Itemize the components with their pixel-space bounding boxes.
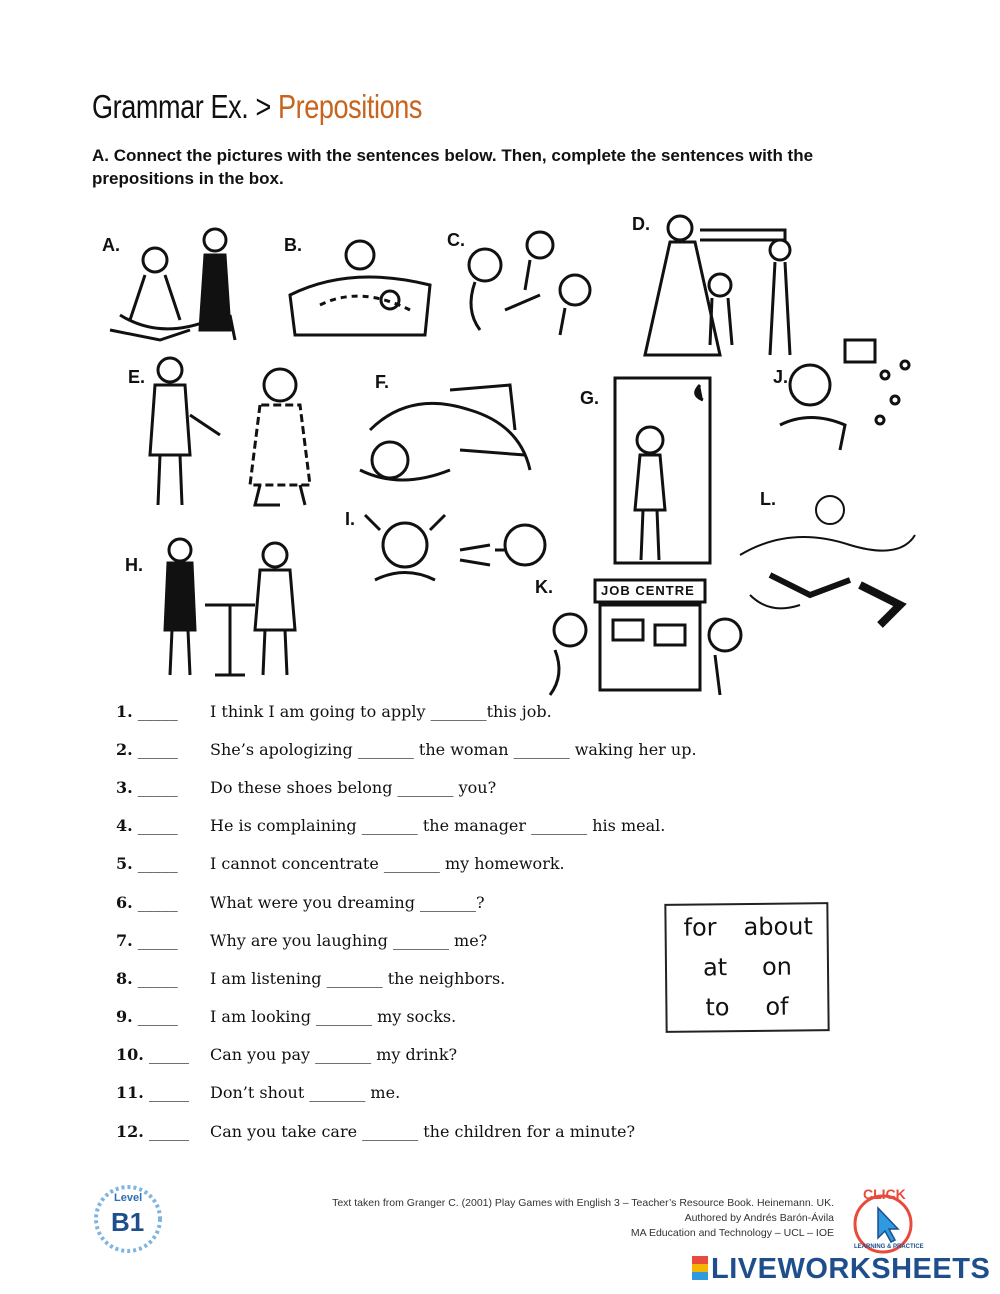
word-box-item: about [743,912,813,942]
list-item [116,702,552,724]
credit-author: Authored by Andrés Barón-Ávila [684,1212,834,1224]
word-box-item: to [705,993,730,1022]
answer-blank[interactable]: _____ [137,1007,178,1026]
sentence-text: Do these shoes belong _______ you? [210,778,497,797]
level-word: Level [114,1192,143,1204]
title-topic: Prepositions [277,88,422,125]
answer-blank[interactable]: _____ [137,854,178,873]
sentence-text: Why are you laughing _______ me? [210,931,488,950]
answer-blank[interactable]: _____ [137,702,178,721]
picture-label: G. [580,388,600,408]
answer-blank[interactable]: _____ [137,893,178,912]
picture-label: A. [102,235,120,255]
picture-label: H. [125,555,143,575]
sentence-text: Can you take care _______ the children for a minute? [210,1122,636,1141]
picture-label: F. [375,372,390,392]
picture-label: K. [535,577,553,597]
answer-blank[interactable]: _____ [137,778,178,797]
sentence-number: 7. [116,931,133,950]
picture-area [95,205,925,700]
page-title [92,88,422,126]
dreaming-sleeper-icon [350,370,545,500]
liveworksheets-cubes-icon [692,1256,708,1280]
sentence-text: She’s apologizing _______ the woman _______ waking her up. [210,740,697,759]
laughing-people-icon [445,220,610,340]
list-item [116,854,565,876]
sentence-text: I think I am going to apply _______this job. [210,702,552,721]
list-item [116,969,506,991]
answer-blank[interactable]: _____ [137,816,178,835]
word-box-item: at [702,953,728,982]
list-item [116,816,666,838]
door-neighbors-icon [575,370,725,575]
job-centre-sign: JOB CENTRE [601,583,695,598]
sentence-number: 2. [116,740,133,759]
sentence-number: 4. [116,816,133,835]
word-box-item: of [765,992,789,1021]
sentence-number: 5. [116,854,133,873]
credit-source: Text taken from Granger C. (2001) Play Games with English 3 – Teacher’s Resource Book. Heinemann. UK. [332,1197,834,1209]
sentence-number: 6. [116,893,133,912]
credits [332,1196,834,1241]
picture-label: I. [345,509,356,529]
level-code: B1 [111,1207,145,1237]
list-item [116,1007,457,1029]
title-prefix: Grammar Ex. > [92,88,278,125]
picture-label: J. [773,367,789,387]
homework-distracted-icon [765,325,920,455]
restaurant-complaint-icon [100,220,250,350]
list-item [116,740,697,762]
list-item [116,778,497,800]
sentence-text: I am looking _______ my socks. [210,1007,457,1026]
picture-label: D. [632,214,650,234]
sentence-number: 1. [116,702,133,721]
click-logo [848,1186,924,1256]
word-box-item: on [761,952,793,981]
picture-label: C. [447,230,465,250]
job-centre-icon [535,565,750,700]
picture-label: B. [284,235,302,255]
answer-blank[interactable]: _____ [148,1083,189,1102]
list-item [116,931,488,953]
picture-label: L. [760,489,776,509]
sentence-text: Don’t shout _______ me. [210,1083,401,1102]
list-item [116,1122,636,1144]
click-subtitle: LEARNING & PRACTICE [854,1244,924,1250]
list-item [116,1083,401,1105]
shouting-man-icon [335,505,565,600]
sentence-number: 10. [116,1045,144,1064]
answer-blank[interactable]: _____ [148,1122,189,1141]
word-box-item: for [683,913,717,942]
answer-blank[interactable]: _____ [137,740,178,759]
click-brand: CLICK [863,1186,906,1202]
man-dog-shoes-icon [120,355,335,510]
sentence-text: Can you pay _______ my drink? [210,1045,458,1064]
sentence-number: 11. [116,1083,144,1102]
sentence-text: I am listening _______ the neighbors. [210,969,506,988]
liveworksheets-logo[interactable] [692,1253,990,1286]
liveworksheets-text: LIVEWORKSHEETS [711,1253,991,1285]
answer-blank[interactable]: _____ [137,931,178,950]
sentence-text: I cannot concentrate _______ my homework. [210,854,565,873]
sentence-number: 12. [116,1122,144,1141]
credit-program: MA Education and Technology – UCL – IOE [630,1227,834,1239]
list-item [116,893,485,915]
sentence-number: 3. [116,778,133,797]
list-item [116,1045,458,1067]
bed-wakeup-icon [280,225,435,340]
paying-drink-icon [120,535,330,680]
sentence-number: 9. [116,1007,133,1026]
word-box [664,902,829,1033]
answer-blank[interactable]: _____ [137,969,178,988]
sentence-text: He is complaining _______ the manager _______ his meal. [210,816,666,835]
sentence-text: What were you dreaming _______? [210,893,485,912]
level-badge [92,1183,164,1255]
sentence-number: 8. [116,969,133,988]
answer-blank[interactable]: _____ [148,1045,189,1064]
instruction: A. Connect the pictures with the sentences below. Then, complete the sentences with the prepositions in the box. [92,146,814,188]
looking-socks-icon [730,485,925,630]
picture-label: E. [128,367,146,387]
